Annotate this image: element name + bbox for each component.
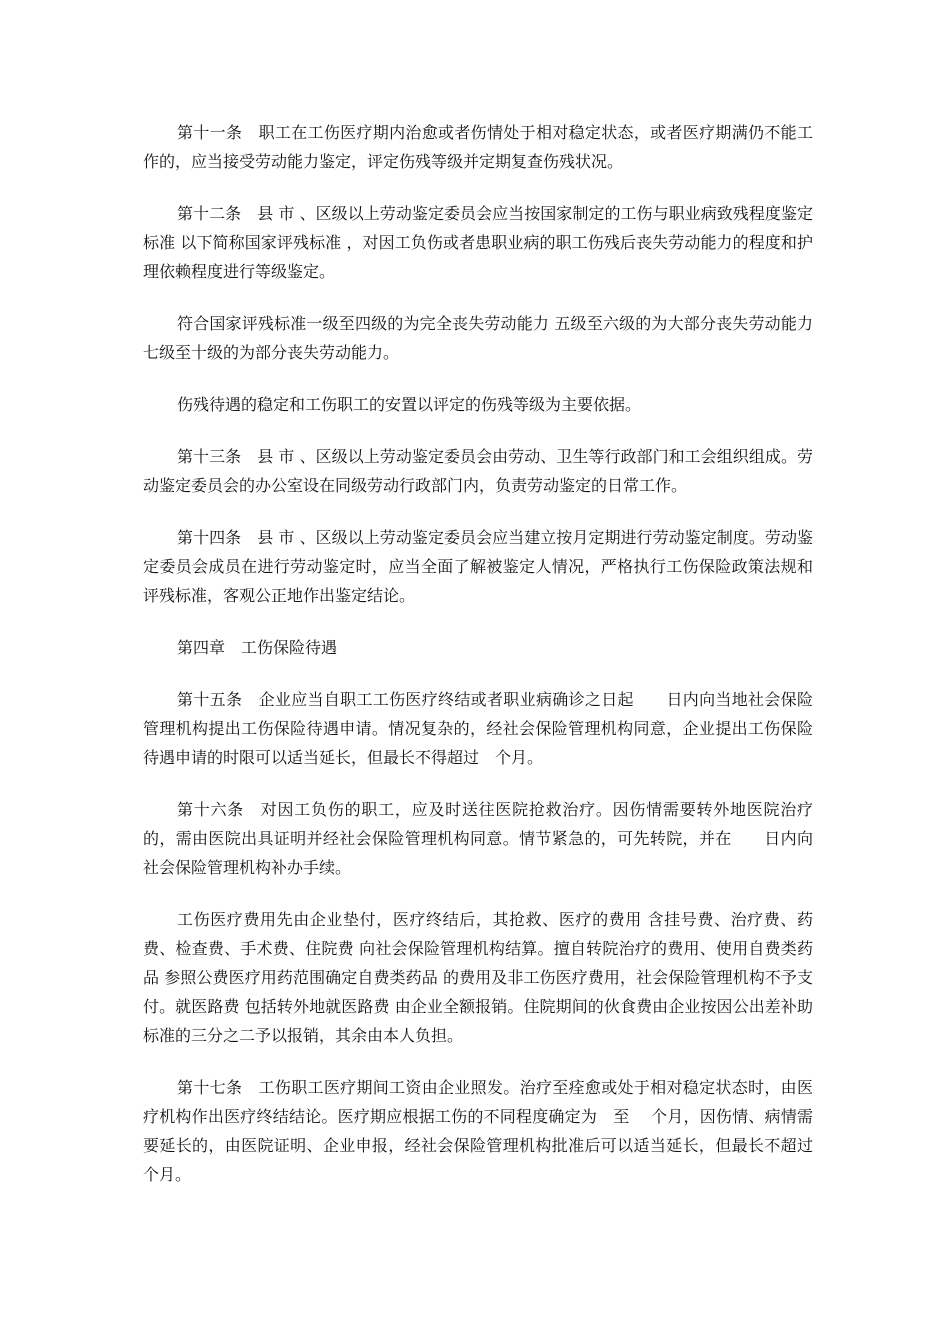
article-16-paragraph: 第十六条 对因工负伤的职工，应及时送往医院抢救治疗。因伤情需要转外地医院治疗的，需由医院出具证明并经社会保险管理机构同意。情节紧急的，可先转院，并在 日内向社会保险管理机构补办手续。 [143,800,813,877]
article-11-paragraph: 第十一条 职工在工伤医疗期内治愈或者伤情处于相对稳定状态，或者医疗期满仍不能工作的，应当接受劳动能力鉴定，评定伤残等级并定期复查伤残状况。 [143,123,813,171]
article-14-paragraph: 第十四条 县 市 、区级以上劳动鉴定委员会应当建立按月定期进行劳动鉴定制度。劳动鉴定委员会成员在进行劳动鉴定时，应当全面了解被鉴定人情况，严格执行工伤保险政策法规和评残标准，客观公正地作出鉴定结论。 [143,528,813,605]
article-13-paragraph: 第十三条 县 市 、区级以上劳动鉴定委员会由劳动、卫生等行政部门和工会组织组成。劳动鉴定委员会的办公室设在同级劳动行政部门内，负责劳动鉴定的日常工作。 [143,447,813,495]
article-15-paragraph: 第十五条 企业应当自职工工伤医疗终结或者职业病确诊之日起 日内向当地社会保险管理机构提出工伤保险待遇申请。情况复杂的，经社会保险管理机构同意，企业提出工伤保险待遇申请的时限可以适当延长，但最长不得超过 个月。 [143,690,813,767]
disability-basis-paragraph: 伤残待遇的稳定和工伤职工的安置以评定的伤残等级为主要依据。 [177,395,642,414]
disability-grade-paragraph: 符合国家评残标准一级至四级的为完全丧失劳动能力 五级至六级的为大部分丧失劳动能力 七级至十级的为部分丧失劳动能力。 [143,314,813,362]
document-body [143,118,835,1189]
article-12-paragraph: 第十二条 县 市 、区级以上劳动鉴定委员会应当按国家制定的工伤与职业病致残程度鉴定标准 以下简称国家评残标准 ，对因工负伤或者患职业病的职工伤残后丧失劳动能力的程度和护理依赖程度进行等级鉴定。 [143,204,813,281]
chapter-4-heading: 第四章 工伤保险待遇 [177,638,338,657]
medical-expense-paragraph: 工伤医疗费用先由企业垫付，医疗终结后，其抢救、医疗的费用 含挂号费、治疗费、药费、检查费、手术费、住院费 向社会保险管理机构结算。擅自转院治疗的费用、使用自费类药品 参照公费医疗用药范围确定自费类药品 的费用及非工伤医疗费用，社会保险管理机构不予支付。就医路费 包括转外地就医路费 由企业全额报销。住院期间的伙食费由企业按因公出差补助标准的三分之二予以报销，其余由本人负担。 [143,910,813,1045]
article-17-paragraph: 第十七条 工伤职工医疗期间工资由企业照发。治疗至痊愈或处于相对稳定状态时，由医疗机构作出医疗终结结论。医疗期应根据工伤的不同程度确定为 至 个月，因伤情、病情需要延长的，由医院证明、企业申报，经社会保险管理机构批准后可以适当延长，但最长不超过 个月。 [143,1078,835,1184]
